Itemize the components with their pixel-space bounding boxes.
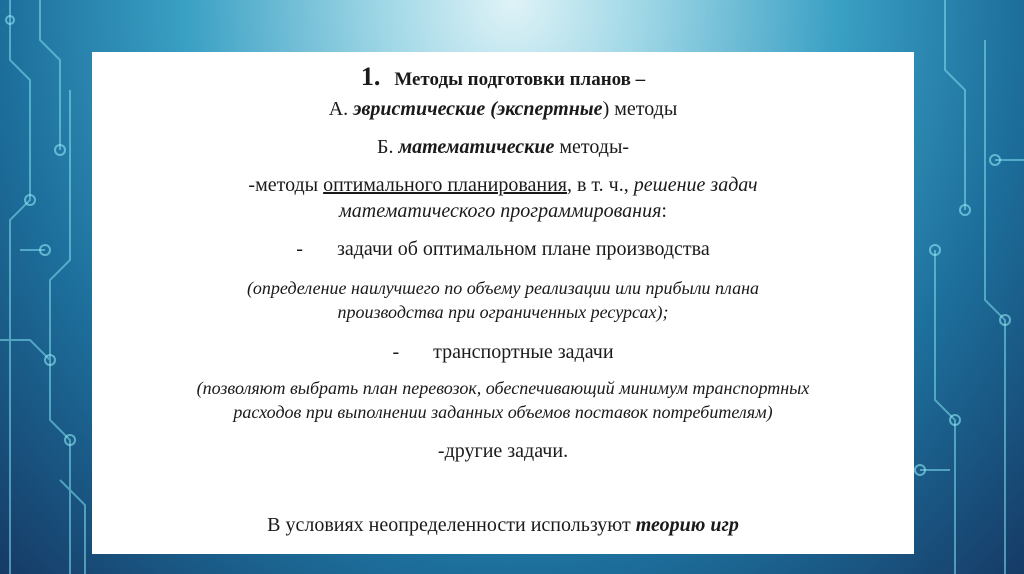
item-b-prefix: Б. xyxy=(376,136,399,158)
task2-note-1: (позволяют выбрать план перевозок, обеспечивающий минимум транспортных xyxy=(196,378,810,398)
final-text: В условиях неопределенности используют xyxy=(267,514,636,536)
optimal-line-2 xyxy=(92,200,914,223)
item-a-prefix: А. xyxy=(328,98,354,120)
task1-dash: - xyxy=(296,238,303,260)
task2-dash: - xyxy=(392,341,400,363)
task1-line xyxy=(92,238,914,261)
task2-text: транспортные задачи xyxy=(433,341,614,363)
optimal-emph-2: математического программирования xyxy=(339,200,662,222)
heading-text: Методы подготовки планов – xyxy=(394,69,646,90)
heading-number: 1. xyxy=(360,62,381,91)
task1-note-2: производства при ограниченных ресурсах); xyxy=(337,302,669,322)
task1-note-1: (определение наилучшего по объему реализации или прибыли плана xyxy=(246,278,760,298)
optimal-end: : xyxy=(661,200,667,222)
optimal-mid: , в т. ч., xyxy=(566,174,634,196)
task2-note-2: расходов при выполнении заданных объемов поставок потребителям) xyxy=(233,402,773,422)
item-b-emph: математические xyxy=(398,136,555,158)
item-a-emph: эвристические (экспертные xyxy=(353,98,603,120)
final-emph: теорию игр xyxy=(635,514,739,536)
task2-line xyxy=(92,341,914,364)
item-b-line xyxy=(92,136,914,159)
optimal-emph-1: решение задач xyxy=(633,174,758,196)
task1-text: задачи об оптимальном плане производства xyxy=(336,238,710,260)
item-a-suffix: ) методы xyxy=(602,98,678,120)
content-panel xyxy=(92,52,914,554)
item-b-suffix: методы- xyxy=(554,136,630,158)
final-line xyxy=(92,514,914,537)
other-tasks-line: -другие задачи. xyxy=(437,440,569,462)
optimal-underlined: оптимального планирования xyxy=(323,174,567,196)
optimal-line-1 xyxy=(92,174,914,197)
heading-line xyxy=(92,62,914,92)
optimal-prefix: -методы xyxy=(248,174,324,196)
item-a-line xyxy=(92,98,914,121)
